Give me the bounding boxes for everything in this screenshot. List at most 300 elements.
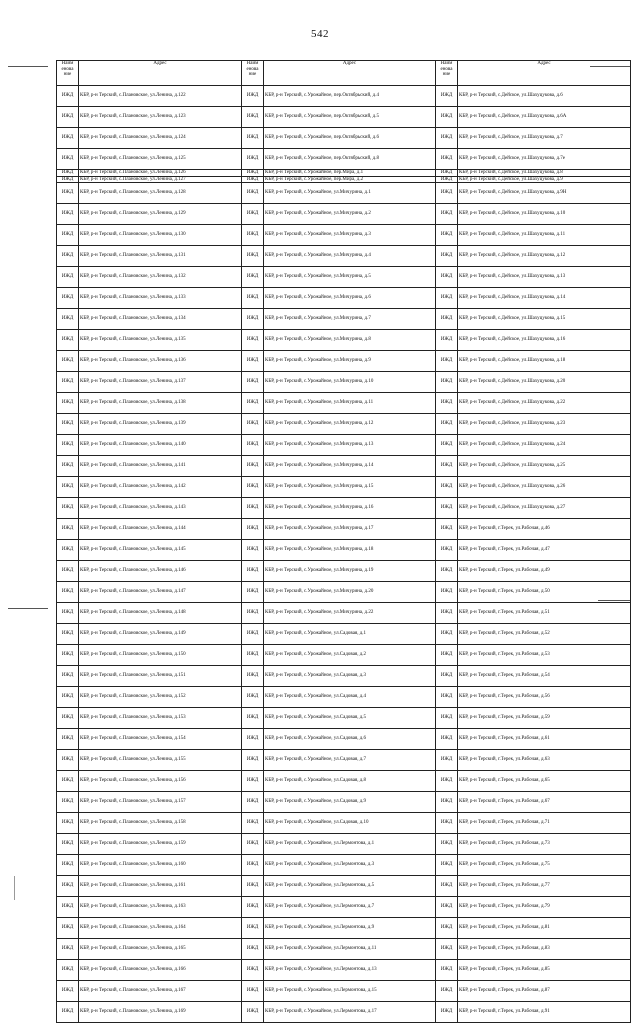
object-type-cell: ИЖД <box>242 246 264 267</box>
object-type-cell: ИЖД <box>436 708 458 729</box>
object-type-cell: ИЖД <box>436 267 458 288</box>
address-cell: КБР, р-н Терский, с.Плановское, ул.Ленина, д.123 <box>79 107 242 128</box>
object-type-cell: ИЖД <box>57 288 79 309</box>
object-type-cell: ИЖД <box>436 939 458 960</box>
address-cell: КБР, р-н Терский, с.Урожайное, ул.Лермонтова, д.1 <box>264 834 436 855</box>
address-cell: КБР, р-н Терский, с.Плановское, ул.Ленина, д.136 <box>79 351 242 372</box>
object-type-cell: ИЖД <box>57 582 79 603</box>
object-type-cell: ИЖД <box>436 477 458 498</box>
address-cell: КБР, р-н Терский, с.Дейское, ул.Шахуцукова, д.14 <box>458 288 631 309</box>
object-type-cell: ИЖД <box>57 246 79 267</box>
address-cell: КБР, р-н Терский, с.Дейское, ул.Шахуцукова, д.27 <box>458 498 631 519</box>
margin-rule-left <box>14 876 15 900</box>
address-cell: КБР, р-н Терский, с.Дейское, ул.Шахуцукова, д.22 <box>458 393 631 414</box>
object-type-cell: ИЖД <box>242 1002 264 1023</box>
object-type-cell: ИЖД <box>436 176 458 183</box>
address-cell: КБР, р-н Терский, с.Урожайное, пер.Октябрьский, д.4 <box>264 86 436 107</box>
object-type-cell: ИЖД <box>436 86 458 107</box>
address-cell: КБР, р-н Терский, с.Урожайное, ул.Лермонтова, д.11 <box>264 939 436 960</box>
address-cell: КБР, р-н Терский, с.Урожайное, ул.Мичурина, д.16 <box>264 498 436 519</box>
address-cell: КБР, р-н Терский, с.Дейское, ул.Шахуцукова, д.20 <box>458 372 631 393</box>
address-cell: КБР, р-н Терский, с.Дейское, ул.Шахуцукова, д.7 <box>458 128 631 149</box>
object-type-cell: ИЖД <box>57 149 79 170</box>
object-type-cell: ИЖД <box>57 128 79 149</box>
object-type-cell: ИЖД <box>242 666 264 687</box>
address-cell: КБР, р-н Терский, с.Урожайное, ул.Лермонтова, д.13 <box>264 960 436 981</box>
table-row <box>57 729 631 750</box>
object-type-cell: ИЖД <box>57 771 79 792</box>
object-type-cell: ИЖД <box>242 729 264 750</box>
table-row <box>57 435 631 456</box>
object-type-cell: ИЖД <box>242 918 264 939</box>
address-cell: КБР, р-н Терский, с.Дейское, ул.Шахуцукова, д.8 <box>458 170 631 177</box>
object-type-cell: ИЖД <box>242 267 264 288</box>
address-column-header-3: Адрес <box>458 61 631 86</box>
address-cell: КБР, р-н Терский, с.Дейское, ул.Шахуцукова, д.12 <box>458 246 631 267</box>
address-cell: КБР, р-н Терский, с.Урожайное, пер.Октябрьский, д.8 <box>264 149 436 170</box>
object-type-cell: ИЖД <box>436 414 458 435</box>
address-cell: КБР, р-н Терский, с.Плановское, ул.Ленина, д.140 <box>79 435 242 456</box>
object-type-cell: ИЖД <box>57 666 79 687</box>
address-cell: КБР, р-н Терский, с.Дейское, ул.Шахуцукова, д.26 <box>458 477 631 498</box>
address-cell: КБР, р-н Терский, с.Урожайное, пер.Мира, д.2 <box>264 176 436 183</box>
object-type-cell: ИЖД <box>436 170 458 177</box>
object-type-cell: ИЖД <box>436 288 458 309</box>
address-cell: КБР, р-н Терский, г.Терек, ул.Рабочая, д.71 <box>458 813 631 834</box>
object-type-cell: ИЖД <box>57 624 79 645</box>
object-type-cell: ИЖД <box>436 960 458 981</box>
address-cell: КБР, р-н Терский, с.Плановское, ул.Ленина, д.159 <box>79 834 242 855</box>
address-cell: КБР, р-н Терский, с.Урожайное, ул.Мичурина, д.20 <box>264 582 436 603</box>
address-cell: КБР, р-н Терский, с.Дейское, ул.Шахуцукова, д.11 <box>458 225 631 246</box>
address-cell: КБР, р-н Терский, с.Урожайное, ул.Мичурина, д.9 <box>264 351 436 372</box>
table-row <box>57 267 631 288</box>
address-cell: КБР, р-н Терский, с.Урожайное, ул.Мичурина, д.6 <box>264 288 436 309</box>
address-cell: КБР, р-н Терский, с.Дейское, ул.Шахуцукова, д.23 <box>458 414 631 435</box>
object-type-cell: ИЖД <box>57 170 79 177</box>
table-row <box>57 540 631 561</box>
address-cell: КБР, р-н Терский, г.Терек, ул.Рабочая, д.65 <box>458 771 631 792</box>
table-row <box>57 498 631 519</box>
object-type-cell: ИЖД <box>57 107 79 128</box>
margin-mark-top-left <box>8 66 48 67</box>
address-cell: КБР, р-н Терский, с.Плановское, ул.Ленина, д.138 <box>79 393 242 414</box>
table-row <box>57 351 631 372</box>
address-cell: КБР, р-н Терский, с.Урожайное, ул.Мичурина, д.5 <box>264 267 436 288</box>
name-column-header-3: Наим енова ние <box>436 61 458 86</box>
object-type-cell: ИЖД <box>242 351 264 372</box>
table-row <box>57 792 631 813</box>
table-row <box>57 204 631 225</box>
address-cell: КБР, р-н Терский, г.Терек, ул.Рабочая, д.53 <box>458 645 631 666</box>
address-cell: КБР, р-н Терский, с.Урожайное, ул.Мичурина, д.2 <box>264 204 436 225</box>
object-type-cell: ИЖД <box>436 540 458 561</box>
object-type-cell: ИЖД <box>436 729 458 750</box>
object-type-cell: ИЖД <box>436 792 458 813</box>
object-type-cell: ИЖД <box>436 624 458 645</box>
object-type-cell: ИЖД <box>242 309 264 330</box>
address-cell: КБР, р-н Терский, с.Дейское, ул.Шахуцукова, д.9 <box>458 176 631 183</box>
address-cell: КБР, р-н Терский, г.Терек, ул.Рабочая, д.85 <box>458 960 631 981</box>
address-column-header-1: Адрес <box>79 61 242 86</box>
address-cell: КБР, р-н Терский, с.Урожайное, ул.Мичурина, д.14 <box>264 456 436 477</box>
object-type-cell: ИЖД <box>436 372 458 393</box>
object-type-cell: ИЖД <box>242 477 264 498</box>
object-type-cell: ИЖД <box>57 183 79 204</box>
object-type-cell: ИЖД <box>57 372 79 393</box>
table-row <box>57 309 631 330</box>
margin-mark-middle-left <box>8 608 48 609</box>
address-cell: КБР, р-н Терский, с.Плановское, ул.Ленина, д.143 <box>79 498 242 519</box>
table-row <box>57 687 631 708</box>
object-type-cell: ИЖД <box>57 750 79 771</box>
address-cell: КБР, р-н Терский, с.Плановское, ул.Ленина, д.150 <box>79 645 242 666</box>
address-cell: КБР, р-н Терский, г.Терек, ул.Рабочая, д.47 <box>458 540 631 561</box>
address-cell: КБР, р-н Терский, с.Урожайное, ул.Мичурина, д.12 <box>264 414 436 435</box>
table-row <box>57 981 631 1002</box>
object-type-cell: ИЖД <box>57 834 79 855</box>
address-cell: КБР, р-н Терский, г.Терек, ул.Рабочая, д.79 <box>458 897 631 918</box>
object-type-cell: ИЖД <box>57 561 79 582</box>
address-cell: КБР, р-н Терский, с.Дейское, ул.Шахуцукова, д.6А <box>458 107 631 128</box>
address-cell: КБР, р-н Терский, с.Урожайное, ул.Садовая, д.4 <box>264 687 436 708</box>
address-cell: КБР, р-н Терский, с.Плановское, ул.Ленина, д.146 <box>79 561 242 582</box>
name-column-header-1: Наим енова ние <box>57 61 79 86</box>
table-row <box>57 414 631 435</box>
address-cell: КБР, р-н Терский, с.Урожайное, ул.Лермонтова, д.17 <box>264 1002 436 1023</box>
address-cell: КБР, р-н Терский, с.Дейское, ул.Шахуцукова, д.24 <box>458 435 631 456</box>
table-row <box>57 582 631 603</box>
table-row <box>57 246 631 267</box>
address-cell: КБР, р-н Терский, с.Плановское, ул.Ленина, д.134 <box>79 309 242 330</box>
address-cell: КБР, р-н Терский, г.Терек, ул.Рабочая, д.77 <box>458 876 631 897</box>
address-cell: КБР, р-н Терский, с.Плановское, ул.Ленина, д.122 <box>79 86 242 107</box>
object-type-cell: ИЖД <box>57 519 79 540</box>
object-type-cell: ИЖД <box>242 435 264 456</box>
table-row <box>57 708 631 729</box>
table-row <box>57 918 631 939</box>
table-row <box>57 176 631 183</box>
object-type-cell: ИЖД <box>436 309 458 330</box>
object-type-cell: ИЖД <box>242 225 264 246</box>
object-type-cell: ИЖД <box>242 204 264 225</box>
object-type-cell: ИЖД <box>436 183 458 204</box>
object-type-cell: ИЖД <box>57 309 79 330</box>
object-type-cell: ИЖД <box>57 855 79 876</box>
address-cell: КБР, р-н Терский, с.Плановское, ул.Ленина, д.154 <box>79 729 242 750</box>
address-cell: КБР, р-н Терский, с.Дейское, ул.Шахуцукова, д.13 <box>458 267 631 288</box>
object-type-cell: ИЖД <box>57 918 79 939</box>
object-type-cell: ИЖД <box>57 981 79 1002</box>
object-type-cell: ИЖД <box>242 183 264 204</box>
object-type-cell: ИЖД <box>57 960 79 981</box>
object-type-cell: ИЖД <box>57 330 79 351</box>
address-cell: КБР, р-н Терский, с.Плановское, ул.Ленина, д.167 <box>79 981 242 1002</box>
address-cell: КБР, р-н Терский, с.Плановское, ул.Ленина, д.124 <box>79 128 242 149</box>
table-row <box>57 771 631 792</box>
object-type-cell: ИЖД <box>436 855 458 876</box>
address-cell: КБР, р-н Терский, г.Терек, ул.Рабочая, д.91 <box>458 1002 631 1023</box>
object-type-cell: ИЖД <box>242 176 264 183</box>
object-type-cell: ИЖД <box>242 86 264 107</box>
table-row <box>57 897 631 918</box>
object-type-cell: ИЖД <box>242 981 264 1002</box>
address-cell: КБР, р-н Терский, с.Урожайное, ул.Мичурина, д.13 <box>264 435 436 456</box>
table-row <box>57 834 631 855</box>
address-cell: КБР, р-н Терский, г.Терек, ул.Рабочая, д.59 <box>458 708 631 729</box>
address-cell: КБР, р-н Терский, с.Дейское, ул.Шахуцукова, д.15 <box>458 309 631 330</box>
table-row <box>57 624 631 645</box>
object-type-cell: ИЖД <box>436 687 458 708</box>
address-cell: КБР, р-н Терский, с.Урожайное, ул.Мичурина, д.22 <box>264 603 436 624</box>
address-cell: КБР, р-н Терский, г.Терек, ул.Рабочая, д.49 <box>458 561 631 582</box>
address-cell: КБР, р-н Терский, с.Урожайное, ул.Мичурина, д.17 <box>264 519 436 540</box>
object-type-cell: ИЖД <box>57 897 79 918</box>
object-type-cell: ИЖД <box>436 456 458 477</box>
address-cell: КБР, р-н Терский, г.Терек, ул.Рабочая, д.51 <box>458 603 631 624</box>
object-type-cell: ИЖД <box>57 477 79 498</box>
object-type-cell: ИЖД <box>436 498 458 519</box>
object-type-cell: ИЖД <box>242 456 264 477</box>
address-cell: КБР, р-н Терский, с.Урожайное, ул.Садовая, д.6 <box>264 729 436 750</box>
address-cell: КБР, р-н Терский, с.Плановское, ул.Ленина, д.133 <box>79 288 242 309</box>
table-row <box>57 561 631 582</box>
address-cell: КБР, р-н Терский, с.Плановское, ул.Ленина, д.127 <box>79 176 242 183</box>
address-cell: КБР, р-н Терский, с.Плановское, ул.Ленина, д.135 <box>79 330 242 351</box>
table-row <box>57 149 631 170</box>
address-registry-table <box>56 60 631 1023</box>
object-type-cell: ИЖД <box>57 267 79 288</box>
address-cell: КБР, р-н Терский, с.Дейское, ул.Шахуцукова, д.6 <box>458 86 631 107</box>
object-type-cell: ИЖД <box>242 540 264 561</box>
object-type-cell: ИЖД <box>57 498 79 519</box>
table-row <box>57 107 631 128</box>
object-type-cell: ИЖД <box>436 393 458 414</box>
table-row <box>57 666 631 687</box>
address-cell: КБР, р-н Терский, с.Урожайное, ул.Мичурина, д.18 <box>264 540 436 561</box>
address-cell: КБР, р-н Терский, с.Урожайное, ул.Мичурина, д.11 <box>264 393 436 414</box>
table-row <box>57 939 631 960</box>
address-cell: КБР, р-н Терский, г.Терек, ул.Рабочая, д.75 <box>458 855 631 876</box>
address-cell: КБР, р-н Терский, с.Плановское, ул.Ленина, д.161 <box>79 876 242 897</box>
address-cell: КБР, р-н Терский, с.Урожайное, ул.Мичурина, д.10 <box>264 372 436 393</box>
address-cell: КБР, р-н Терский, с.Урожайное, ул.Лермонтова, д.5 <box>264 876 436 897</box>
address-cell: КБР, р-н Терский, с.Плановское, ул.Ленина, д.166 <box>79 960 242 981</box>
object-type-cell: ИЖД <box>242 603 264 624</box>
address-cell: КБР, р-н Терский, с.Урожайное, ул.Лермонтова, д.3 <box>264 855 436 876</box>
object-type-cell: ИЖД <box>57 86 79 107</box>
address-cell: КБР, р-н Терский, с.Дейское, ул.Шахуцукова, д.25 <box>458 456 631 477</box>
object-type-cell: ИЖД <box>57 708 79 729</box>
object-type-cell: ИЖД <box>436 981 458 1002</box>
address-cell: КБР, р-н Терский, с.Плановское, ул.Ленина, д.155 <box>79 750 242 771</box>
name-column-header-2: Наим енова ние <box>242 61 264 86</box>
table-row <box>57 603 631 624</box>
object-type-cell: ИЖД <box>436 107 458 128</box>
object-type-cell: ИЖД <box>242 393 264 414</box>
address-cell: КБР, р-н Терский, с.Урожайное, ул.Мичурина, д.8 <box>264 330 436 351</box>
object-type-cell: ИЖД <box>436 876 458 897</box>
object-type-cell: ИЖД <box>57 792 79 813</box>
object-type-cell: ИЖД <box>57 1002 79 1023</box>
object-type-cell: ИЖД <box>57 645 79 666</box>
table-row <box>57 750 631 771</box>
address-cell: КБР, р-н Терский, с.Урожайное, ул.Мичурина, д.19 <box>264 561 436 582</box>
address-cell: КБР, р-н Терский, с.Плановское, ул.Ленина, д.169 <box>79 1002 242 1023</box>
table-row <box>57 813 631 834</box>
address-cell: КБР, р-н Терский, с.Плановское, ул.Ленина, д.128 <box>79 183 242 204</box>
address-cell: КБР, р-н Терский, г.Терек, ул.Рабочая, д.52 <box>458 624 631 645</box>
object-type-cell: ИЖД <box>242 498 264 519</box>
address-column-header-2: Адрес <box>264 61 436 86</box>
address-cell: КБР, р-н Терский, с.Дейское, ул.Шахуцукова, д.10 <box>458 204 631 225</box>
address-cell: КБР, р-н Терский, с.Урожайное, ул.Мичурина, д.1 <box>264 183 436 204</box>
address-cell: КБР, р-н Терский, с.Дейское, ул.Шахуцукова, д.16 <box>458 330 631 351</box>
object-type-cell: ИЖД <box>242 792 264 813</box>
object-type-cell: ИЖД <box>57 393 79 414</box>
address-cell: КБР, р-н Терский, с.Плановское, ул.Ленина, д.157 <box>79 792 242 813</box>
address-cell: КБР, р-н Терский, с.Плановское, ул.Ленина, д.144 <box>79 519 242 540</box>
address-cell: КБР, р-н Терский, с.Урожайное, ул.Лермонтова, д.9 <box>264 918 436 939</box>
table-row <box>57 225 631 246</box>
address-cell: КБР, р-н Терский, с.Урожайное, ул.Лермонтова, д.7 <box>264 897 436 918</box>
object-type-cell: ИЖД <box>57 876 79 897</box>
object-type-cell: ИЖД <box>436 1002 458 1023</box>
table-row <box>57 393 631 414</box>
object-type-cell: ИЖД <box>436 351 458 372</box>
table-row <box>57 86 631 107</box>
object-type-cell: ИЖД <box>57 729 79 750</box>
object-type-cell: ИЖД <box>57 456 79 477</box>
address-cell: КБР, р-н Терский, г.Терек, ул.Рабочая, д.67 <box>458 792 631 813</box>
object-type-cell: ИЖД <box>57 176 79 183</box>
address-cell: КБР, р-н Терский, с.Урожайное, пер.Октябрьский, д.6 <box>264 128 436 149</box>
address-cell: КБР, р-н Терский, с.Урожайное, ул.Мичурина, д.15 <box>264 477 436 498</box>
object-type-cell: ИЖД <box>436 666 458 687</box>
object-type-cell: ИЖД <box>436 519 458 540</box>
table-body <box>57 86 631 1023</box>
object-type-cell: ИЖД <box>242 330 264 351</box>
table-row <box>57 855 631 876</box>
address-cell: КБР, р-н Терский, с.Урожайное, ул.Мичурина, д.4 <box>264 246 436 267</box>
table-row <box>57 876 631 897</box>
object-type-cell: ИЖД <box>436 330 458 351</box>
address-cell: КБР, р-н Терский, с.Урожайное, ул.Садовая, д.7 <box>264 750 436 771</box>
address-cell: КБР, р-н Терский, с.Дейское, ул.Шахуцукова, д.9Н <box>458 183 631 204</box>
address-cell: КБР, р-н Терский, с.Плановское, ул.Ленина, д.132 <box>79 267 242 288</box>
object-type-cell: ИЖД <box>242 561 264 582</box>
object-type-cell: ИЖД <box>436 771 458 792</box>
table-row <box>57 330 631 351</box>
object-type-cell: ИЖД <box>57 687 79 708</box>
object-type-cell: ИЖД <box>242 624 264 645</box>
object-type-cell: ИЖД <box>242 855 264 876</box>
object-type-cell: ИЖД <box>242 771 264 792</box>
address-cell: КБР, р-н Терский, с.Плановское, ул.Ленина, д.151 <box>79 666 242 687</box>
object-type-cell: ИЖД <box>436 128 458 149</box>
object-type-cell: ИЖД <box>436 603 458 624</box>
object-type-cell: ИЖД <box>436 813 458 834</box>
object-type-cell: ИЖД <box>57 939 79 960</box>
address-cell: КБР, р-н Терский, с.Плановское, ул.Ленина, д.137 <box>79 372 242 393</box>
object-type-cell: ИЖД <box>436 204 458 225</box>
table-row <box>57 1002 631 1023</box>
table-header-row <box>57 61 631 86</box>
object-type-cell: ИЖД <box>242 149 264 170</box>
table-row <box>57 456 631 477</box>
address-cell: КБР, р-н Терский, г.Терек, ул.Рабочая, д.87 <box>458 981 631 1002</box>
address-cell: КБР, р-н Терский, с.Плановское, ул.Ленина, д.160 <box>79 855 242 876</box>
object-type-cell: ИЖД <box>436 645 458 666</box>
address-cell: КБР, р-н Терский, г.Терек, ул.Рабочая, д.81 <box>458 918 631 939</box>
object-type-cell: ИЖД <box>242 687 264 708</box>
object-type-cell: ИЖД <box>242 939 264 960</box>
object-type-cell: ИЖД <box>242 897 264 918</box>
object-type-cell: ИЖД <box>57 603 79 624</box>
address-cell: КБР, р-н Терский, с.Урожайное, ул.Садовая, д.1 <box>264 624 436 645</box>
object-type-cell: ИЖД <box>436 582 458 603</box>
address-cell: КБР, р-н Терский, с.Плановское, ул.Ленина, д.164 <box>79 918 242 939</box>
table-row <box>57 372 631 393</box>
address-cell: КБР, р-н Терский, с.Плановское, ул.Ленина, д.129 <box>79 204 242 225</box>
object-type-cell: ИЖД <box>242 288 264 309</box>
address-cell: КБР, р-н Терский, с.Урожайное, ул.Мичурина, д.7 <box>264 309 436 330</box>
address-cell: КБР, р-н Терский, с.Урожайное, ул.Лермонтова, д.15 <box>264 981 436 1002</box>
object-type-cell: ИЖД <box>57 813 79 834</box>
address-cell: КБР, р-н Терский, с.Плановское, ул.Ленина, д.165 <box>79 939 242 960</box>
address-cell: КБР, р-н Терский, с.Урожайное, ул.Садовая, д.8 <box>264 771 436 792</box>
object-type-cell: ИЖД <box>242 960 264 981</box>
address-cell: КБР, р-н Терский, г.Терек, ул.Рабочая, д.83 <box>458 939 631 960</box>
object-type-cell: ИЖД <box>436 435 458 456</box>
object-type-cell: ИЖД <box>242 708 264 729</box>
address-cell: КБР, р-н Терский, с.Урожайное, ул.Мичурина, д.3 <box>264 225 436 246</box>
object-type-cell: ИЖД <box>242 813 264 834</box>
page-number: 542 <box>311 28 329 40</box>
object-type-cell: ИЖД <box>242 582 264 603</box>
address-cell: КБР, р-н Терский, с.Урожайное, ул.Садовая, д.3 <box>264 666 436 687</box>
address-cell: КБР, р-н Терский, с.Дейское, ул.Шахуцукова, д.18 <box>458 351 631 372</box>
object-type-cell: ИЖД <box>242 372 264 393</box>
address-cell: КБР, р-н Терский, с.Плановское, ул.Ленина, д.163 <box>79 897 242 918</box>
object-type-cell: ИЖД <box>242 107 264 128</box>
address-cell: КБР, р-н Терский, с.Урожайное, ул.Садовая, д.10 <box>264 813 436 834</box>
address-cell: КБР, р-н Терский, с.Урожайное, ул.Садовая, д.5 <box>264 708 436 729</box>
object-type-cell: ИЖД <box>436 149 458 170</box>
table-row <box>57 960 631 981</box>
address-cell: КБР, р-н Терский, с.Урожайное, пер.Октябрьский, д.5 <box>264 107 436 128</box>
table-row <box>57 519 631 540</box>
address-cell: КБР, р-н Терский, с.Урожайное, ул.Садовая, д.9 <box>264 792 436 813</box>
address-cell: КБР, р-н Терский, г.Терек, ул.Рабочая, д.56 <box>458 687 631 708</box>
address-cell: КБР, р-н Терский, с.Урожайное, пер.Мира, д.1 <box>264 170 436 177</box>
object-type-cell: ИЖД <box>242 519 264 540</box>
object-type-cell: ИЖД <box>436 834 458 855</box>
address-cell: КБР, р-н Терский, с.Плановское, ул.Ленина, д.141 <box>79 456 242 477</box>
address-cell: КБР, р-н Терский, с.Плановское, ул.Ленина, д.125 <box>79 149 242 170</box>
object-type-cell: ИЖД <box>242 834 264 855</box>
address-cell: КБР, р-н Терский, с.Плановское, ул.Ленина, д.156 <box>79 771 242 792</box>
address-cell: КБР, р-н Терский, г.Терек, ул.Рабочая, д.73 <box>458 834 631 855</box>
address-cell: КБР, р-н Терский, с.Плановское, ул.Ленина, д.142 <box>79 477 242 498</box>
table-row <box>57 477 631 498</box>
object-type-cell: ИЖД <box>57 204 79 225</box>
object-type-cell: ИЖД <box>436 246 458 267</box>
address-cell: КБР, р-н Терский, с.Плановское, ул.Ленина, д.158 <box>79 813 242 834</box>
address-cell: КБР, р-н Терский, с.Дейское, ул.Шахуцукова, д.7е <box>458 149 631 170</box>
address-cell: КБР, р-н Терский, с.Плановское, ул.Ленина, д.131 <box>79 246 242 267</box>
address-cell: КБР, р-н Терский, г.Терек, ул.Рабочая, д.61 <box>458 729 631 750</box>
